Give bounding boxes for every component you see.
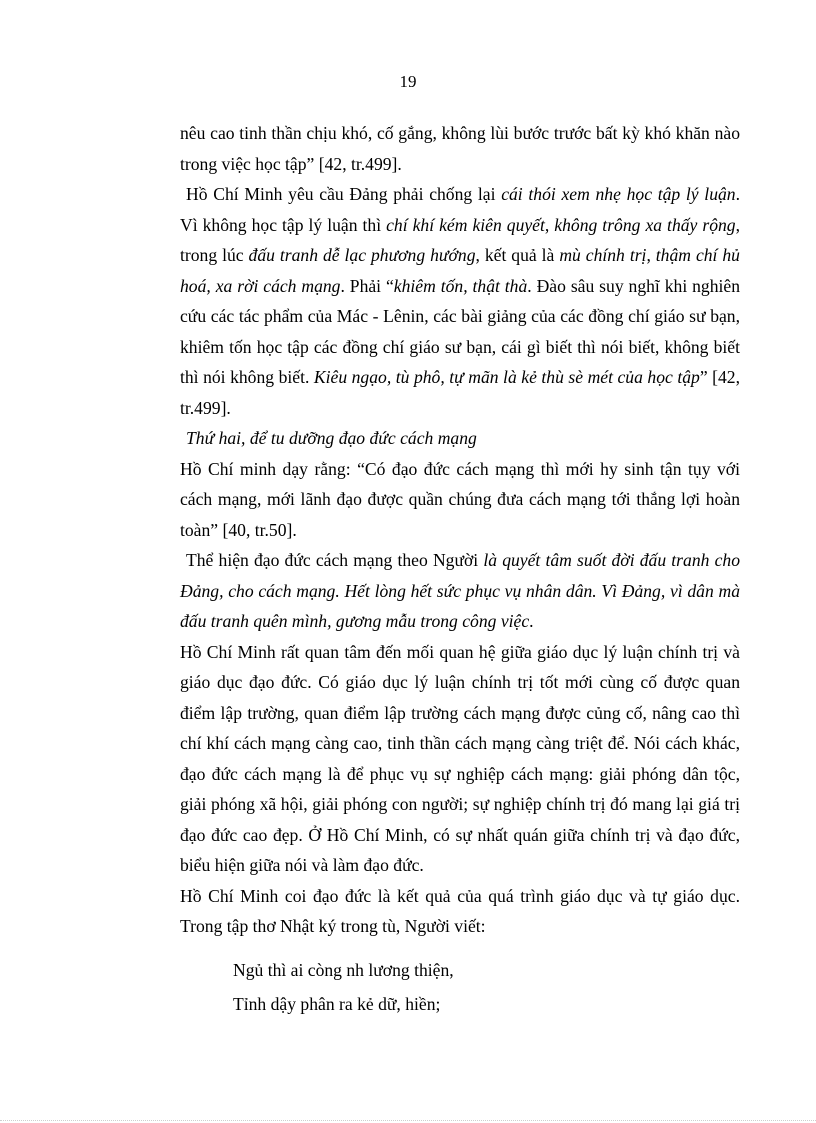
- section-subheading: Thứ hai, để tu dưỡng đạo đức cách mạng: [186, 428, 477, 448]
- document-body: [180, 118, 740, 942]
- text-run: Hồ Chí Minh yêu cầu Đảng phải chống lại: [186, 184, 502, 204]
- italic-run: chí khí kém kiên quyết: [386, 214, 545, 235]
- paragraph-moral-teaching: [180, 454, 740, 546]
- page-bottom-edge: [0, 1120, 816, 1121]
- paragraph-politics-ethics: [180, 637, 740, 881]
- italic-run: mù chính trị: [559, 245, 647, 265]
- text-run: , trong lúc: [180, 214, 741, 265]
- text-run: ” [42, tr.499].: [180, 367, 740, 418]
- italic-run: Kiêu ngạo, tù phô, tự mãn là kẻ thù sè mét của học tập: [313, 367, 700, 387]
- text-run: Thể hiện đạo đức cách mạng theo Người: [186, 550, 484, 570]
- italic-run: thậm chí hủ hoá, xa rời cách mạng: [180, 245, 740, 296]
- text-run: . Vì không học tập lý luận thì: [180, 184, 740, 235]
- text-run: . Phải “: [340, 275, 394, 296]
- paragraph-moral-expression: [180, 545, 740, 637]
- paragraph-text: Hồ Chí Minh coi đạo đức là kết quả của quá trình giáo dục và tự giáo dục. Trong tập thơ Nhật ký trong tù, Người viết:: [180, 885, 740, 936]
- paragraph-continuation: [180, 118, 740, 179]
- italic-run: cái thói xem nhẹ học tập lý luận: [501, 184, 736, 204]
- paragraph-text: nêu cao tinh thần chịu khó, cố gắng, không lùi bước trước bất kỳ khó khăn nào trong việc học tập” [42, tr.499].: [180, 123, 740, 174]
- italic-run: đấu tranh dễ lạc phương hướng: [248, 245, 476, 265]
- paragraph-text: Hồ Chí Minh rất quan tâm đến mối quan hệ giữa giáo dục lý luận chính trị và giáo dục đạo đức. Có giáo dục lý luận chính trị tốt mới cùng cố được quan điểm lập trường, quan điểm lập trường cách mạng được củng cố, nâng cao thì chí khí cách mạng càng cao, tinh thần cách mạng càng triệt để. Nói cách khác, đạo đức cách mạng là để phục vụ sự nghiệp cách mạng: giải phóng dân tộc, giải phóng xã hội, giải phóng con người; sự nghiệp chính trị đó mang lại giá trị đạo đức cao đẹp. Ở Hồ Chí Minh, có sự nhất quán giữa chính trị và đạo đức, biểu hiện giữa nói và làm đạo đức.: [180, 641, 740, 875]
- verse-line-2: Tỉnh dậy phân ra kẻ dữ, hiền;: [233, 994, 441, 1014]
- page-number: 19: [399, 72, 417, 91]
- paragraph-self-education: [180, 881, 740, 942]
- paragraph-text: Hồ Chí minh dạy rằng: “Có đạo đức cách mạng thì mới hy sinh tận tụy với cách mạng, mới lãnh đạo được quần chúng đưa cách mạng tới thắng lợi hoàn toàn” [40, tr.50].: [180, 458, 740, 540]
- paragraph-theory-study: [180, 179, 740, 423]
- text-run: ,: [646, 245, 656, 265]
- italic-run: không trông xa thấy rộng: [554, 214, 736, 235]
- text-run: , kết quả là: [475, 245, 560, 265]
- verse-line-1: Ngủ thì ai còng nh lương thiện,: [233, 960, 454, 980]
- italic-run: khiêm tốn, thật thà: [393, 275, 528, 296]
- text-run: ,: [544, 214, 555, 235]
- text-run: . Đào sâu suy nghĩ khi nghiên cứu các tác phẩm của Mác - Lênin, các bài giảng của các đồng chí giáo sư bạn, khiêm tốn học tập các đồng chí giáo sư bạn, cái gì biết thì nói biết, không biết thì nói không biết.: [180, 275, 741, 387]
- text-run: .: [529, 611, 534, 631]
- italic-run: là quyết tâm suốt đời đấu tranh cho Đảng, cho cách mạng. Hết lòng hết sức phục vụ nhân dân. Vì Đảng, vì dân mà đấu tranh quên mình, gương mẫu trong công việc: [180, 550, 740, 631]
